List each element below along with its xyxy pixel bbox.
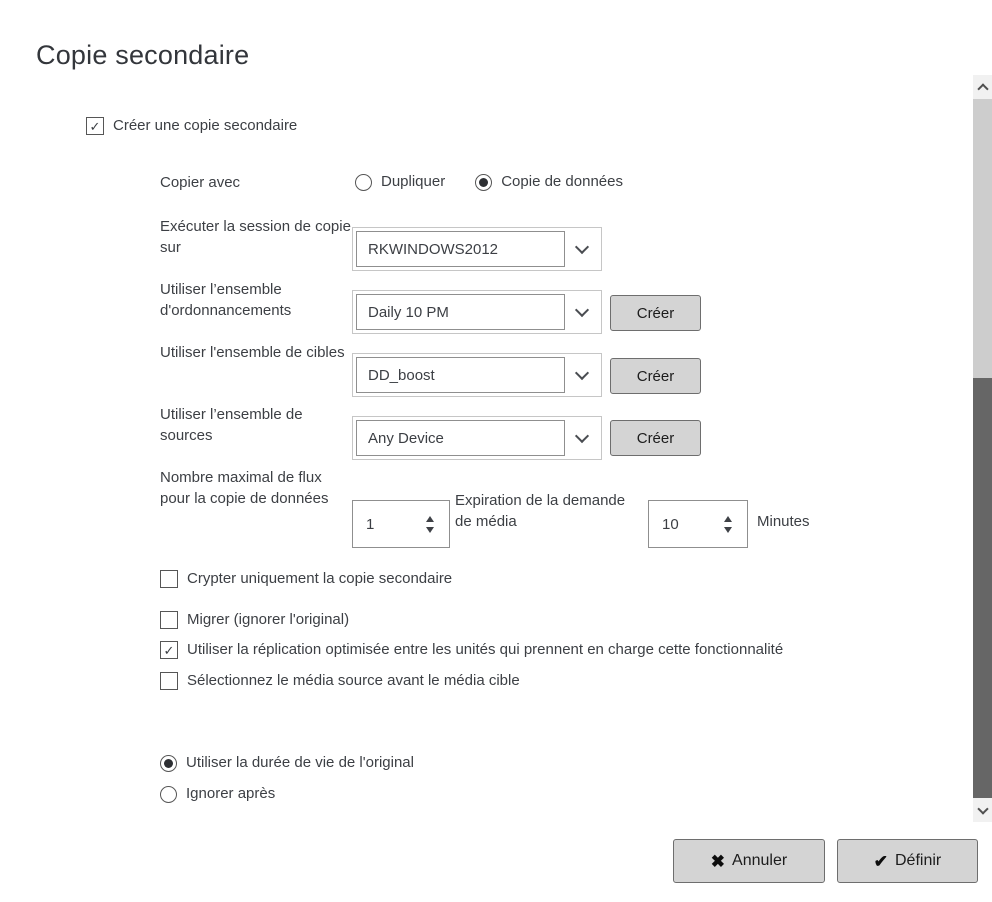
radio-use-original-retention[interactable]	[160, 753, 414, 773]
chevron-up-icon	[977, 83, 988, 94]
checkbox-select-source-media-first[interactable]	[160, 671, 520, 691]
chevron-down-icon	[977, 803, 988, 814]
radio-dupliquer[interactable]	[355, 172, 445, 192]
checkbox-label: Migrer (ignorer l'original)	[187, 611, 350, 628]
radio-ignore-after[interactable]	[160, 784, 275, 804]
checkbox-label: Utiliser la réplication optimisée entre les unités qui prennent en charge cette fonctionnalité	[187, 641, 784, 658]
checkbox-migrate[interactable]	[160, 610, 349, 630]
create-schedule-button[interactable]: Créer	[610, 295, 701, 331]
row-run-session	[160, 216, 602, 271]
checkbox-label: Créer une copie secondaire	[113, 117, 298, 134]
radio-label: Dupliquer	[381, 173, 446, 190]
copy-with-options	[355, 172, 623, 192]
cancel-button-label: Annuler	[732, 852, 788, 869]
row-streams-timeout	[160, 467, 810, 548]
schedule-set-value[interactable]: Daily 10 PM	[356, 294, 565, 330]
row-source-set	[160, 404, 701, 460]
checkbox-icon[interactable]	[160, 672, 178, 690]
check-icon: ✓	[163, 642, 175, 658]
checkbox-label: Crypter uniquement la copie secondaire	[187, 570, 453, 587]
source-set-value[interactable]: Any Device	[356, 420, 565, 456]
stepper-arrows	[724, 516, 732, 533]
run-session-label: Exécuter la session de copie sur	[160, 218, 351, 256]
x-icon: ✖	[710, 851, 726, 871]
cancel-button[interactable]	[673, 839, 825, 883]
max-streams-value[interactable]: 1	[366, 515, 375, 533]
checkbox-create-secondary-copy[interactable]	[86, 116, 297, 136]
radio-icon[interactable]	[160, 786, 177, 803]
increment-icon[interactable]	[426, 516, 434, 522]
radio-copie-de-donnees[interactable]	[475, 172, 623, 192]
checkbox-icon[interactable]	[160, 611, 178, 629]
target-set-select[interactable]	[352, 353, 602, 397]
checkbox-icon[interactable]	[160, 570, 178, 588]
radio-icon-selected[interactable]	[160, 755, 177, 772]
media-timeout-stepper[interactable]	[648, 500, 748, 548]
chevron-down-icon[interactable]	[565, 231, 598, 267]
chevron-down-icon[interactable]	[565, 294, 598, 330]
radio-icon[interactable]	[355, 174, 372, 191]
create-source-button[interactable]: Créer	[610, 420, 701, 456]
check-icon: ✓	[89, 118, 101, 134]
stepper-arrows	[426, 516, 434, 533]
run-session-value[interactable]: RKWINDOWS2012	[356, 231, 565, 267]
schedule-set-label: Utiliser l’ensemble d'ordonnancements	[160, 281, 292, 319]
page-title: Copie secondaire	[36, 40, 250, 70]
increment-icon[interactable]	[724, 516, 732, 522]
set-button-label: Définir	[895, 852, 942, 869]
checkbox-label: Sélectionnez le média source avant le média cible	[187, 672, 520, 689]
max-streams-stepper[interactable]	[352, 500, 450, 548]
max-streams-label: Nombre maximal de flux pour la copie de données	[160, 469, 329, 507]
set-button[interactable]	[837, 839, 978, 883]
media-timeout-value[interactable]: 10	[662, 515, 679, 533]
schedule-set-select[interactable]	[352, 290, 602, 334]
copy-with-label: Copier avec	[160, 174, 241, 191]
row-target-set	[160, 342, 701, 397]
target-set-label: Utiliser l'ensemble de cibles	[160, 344, 345, 361]
chevron-down-icon[interactable]	[565, 420, 598, 456]
source-set-select[interactable]	[352, 416, 602, 460]
decrement-icon[interactable]	[724, 527, 732, 533]
create-target-button[interactable]: Créer	[610, 358, 701, 394]
source-set-label: Utiliser l’ensemble de sources	[160, 406, 303, 444]
run-session-select[interactable]	[352, 227, 602, 271]
scroll-down-button[interactable]	[973, 798, 992, 822]
minutes-unit-label: Minutes	[757, 513, 810, 530]
chevron-down-icon[interactable]	[565, 357, 598, 393]
media-timeout-label: Expiration de la demande de média	[455, 492, 626, 530]
radio-label: Ignorer après	[186, 785, 276, 802]
scrollbar-thumb[interactable]	[973, 378, 992, 798]
checkbox-encrypt-secondary[interactable]	[160, 569, 452, 589]
row-copy-with	[160, 172, 623, 193]
target-set-value[interactable]: DD_boost	[356, 357, 565, 393]
row-schedule-set	[160, 279, 701, 334]
decrement-icon[interactable]	[426, 527, 434, 533]
check-icon: ✔	[873, 851, 888, 871]
radio-label: Utiliser la durée de vie de l'original	[186, 754, 414, 771]
radio-icon-selected[interactable]	[475, 174, 492, 191]
checkbox-optimized-replication[interactable]	[160, 640, 783, 660]
checkbox-icon[interactable]	[86, 117, 104, 135]
checkbox-icon[interactable]	[160, 641, 178, 659]
radio-label: Copie de données	[501, 173, 623, 190]
scroll-up-button[interactable]	[973, 75, 992, 99]
